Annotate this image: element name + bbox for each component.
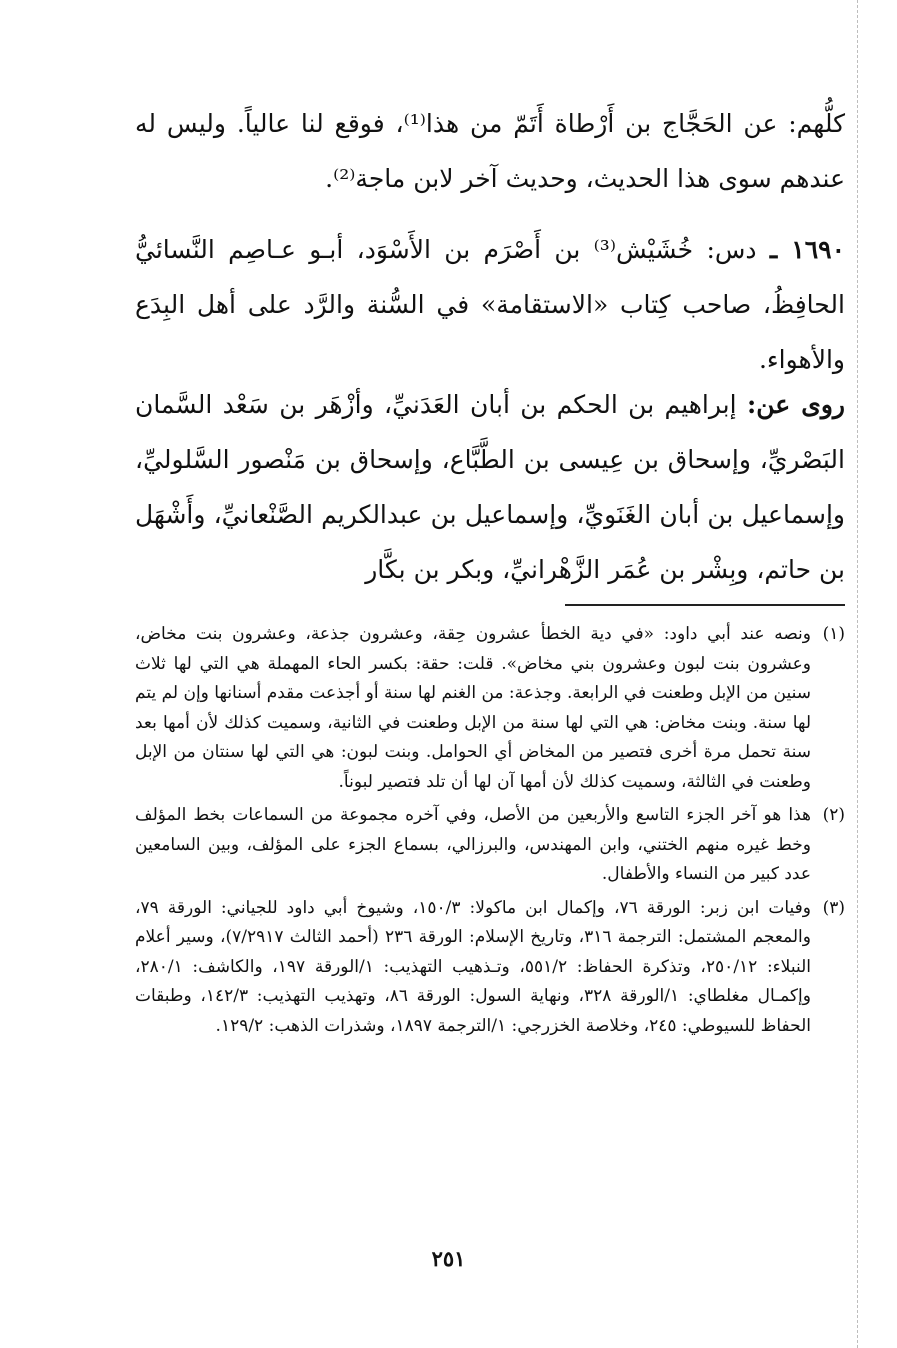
footnote-text: وفيات ابن زبر: الورقة ٧٦، وإكمال ابن ماكولا: ١٥٠/٣، وشيوخ أبي داود للجياني: الورقة ٧٩، والمعجم المشتمل: الترجمة ٣١٦، وتاريخ الإسلام: الورقة ٢٣٦ (أحمد الثالث ٧/٢٩١٧)، وسير أعلام النبلاء: ٢٥٠/١٢، وتذكرة الحفاظ: ٥٥١/٢، وتـذهيب التهذيب: ١/الورقة ١٩٧، والكاشف: ٢٨٠/١، وإكمـال مغلطاي: ١/الورقة ٣٢٨، ونهاية السول: الورقة ٨٦، وتهذيب التهذيب: ١٤٢/٣، وطبقات الحفاظ للسيوطي: ٢٤٥، وخلاصة الخزرجي: ١/الترجمة ١٨٩٧، وشذرات الذهب: ١٢٩/٢. <box>135 897 811 1036</box>
footnote-text: هذا هو آخر الجزء التاسع والأربعين من الأصل، وفي آخره مجموعة من السماعات بخط المؤلف وخط غيره منهم الختني، وابن المهندس، والبرزالي، بسماع الجزء على المؤلف، وبين السامعين عدد كبير من النساء والأطفال. <box>135 805 811 884</box>
narrated-paragraph <box>135 377 845 597</box>
footnote-text: ونصه عند أبي داود: «في دية الخطأ عشرون حِقة، وعشرون جذعة، وعشرون بنت مخاض، وعشرون بنت لبون وعشرون بني مخاض». قلت: حقة: بكسر الحاء المهملة هي التي لها ثلاث سنين من الإبل وطعنت في الرابعة. وجذعة: من الغنم لها سنة أو أجذعت مقدم أسنانها وإن لم يتم لها سنة. وبنت مخاض: هي التي لها سنة من الإبل وطعنت في الثانية، وسميت كذلك لأن أمها بعد سنة تحمل مرة أخرى فتصير من المخاض أي الحوامل. وبنت لبون: هي التي لها سنتان من الإبل وطعنت في الثالثة، وسميت كذلك لأن أمها آن لها أن تلد فتصير لبوناً. <box>135 624 811 792</box>
narrated-from-paragraph <box>135 377 845 597</box>
body-paragraph-1 <box>135 96 845 206</box>
rawa-label: روى عن: <box>746 390 845 419</box>
footnote-number: (١) <box>822 624 845 644</box>
footnote-2 <box>135 801 845 890</box>
footnote-number: (٢) <box>822 805 845 825</box>
margin-fold-line <box>857 0 858 1348</box>
page-number: ٢٥١ <box>431 1246 466 1271</box>
entry-1690 <box>135 222 845 387</box>
paragraph-text: كلُّهم: عن الحَجَّاج بن أَرْطاة أَتَمّ من هذا⁽¹⁾، فوقع لنا عالياً. وليس له عندهم سوى هذا الحديث، وحديث آخر لابن ماجة⁽²⁾. <box>135 109 845 193</box>
footnote-3 <box>135 894 845 1042</box>
footnote-number: (٣) <box>822 897 845 918</box>
footnote-1 <box>135 620 845 797</box>
entry-text: دس: خُشَيْش⁽³⁾ بن أَصْرَم بن الأَسْوَد، أبـو عـاصِم النَّسائيُّ الحافِظُ، صاحب كِتاب «الاستقامة» في السُّنة والرَّد على أهل البِدَع والأهواء. <box>135 235 845 374</box>
narrators-list: إبراهيم بن الحكم بن أبان العَدَنيِّ، وأزْهَر بن سَعْد السَّمان البَصْريِّ، وإسحاق بن عِيسى بن الطَّبَّاع، وإسحاق بن مَنْصور السَّلوليِّ، وإسماعيل بن أبان الغَنَويِّ، وإسماعيل بن عبدالكريم الصَّنْعانيِّ، وأَشْهَل بن حاتم، وبِشْر بن عُمَر الزَّهْرانيِّ، وبكر بن بكَّار <box>135 390 845 584</box>
footnote-separator <box>565 604 845 606</box>
entry-number: ١٦٩٠ ـ <box>769 235 845 264</box>
entry-paragraph <box>135 222 845 387</box>
footnotes <box>135 620 845 1045</box>
